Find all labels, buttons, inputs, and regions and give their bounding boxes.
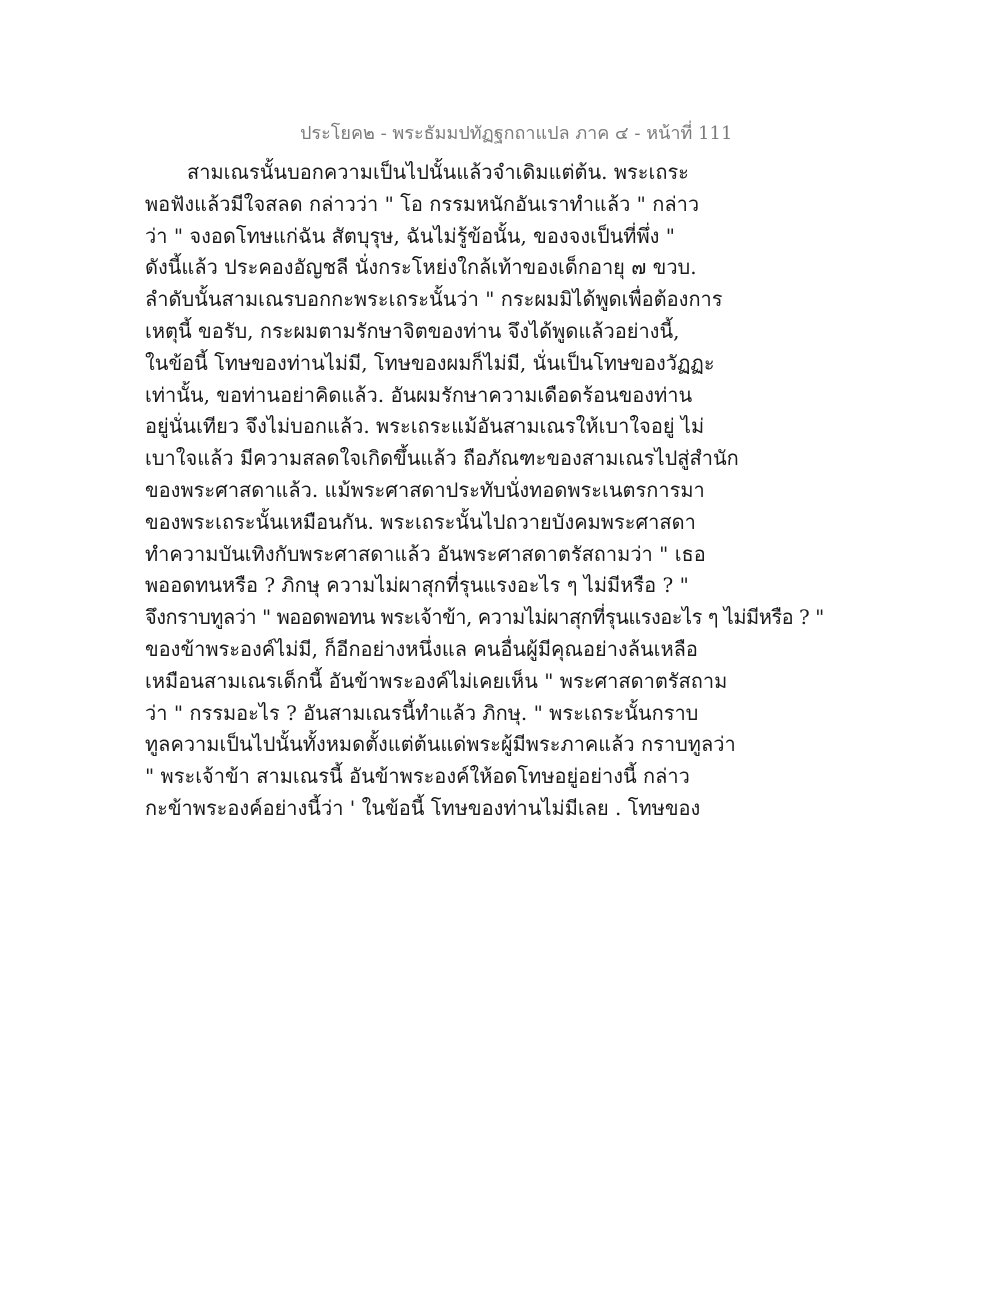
text-line: สามเณรนั้นบอกความเป็นไปนั้นแล้วจำเดิมแต่ต้น. พระเถระ	[187, 160, 689, 184]
text-line: เหมือนสามเณรเด็กนี้ อันข้าพระองค์ไม่เคยเห็น " พระศาสดาตรัสถาม	[145, 668, 728, 693]
text-line: ในข้อนี้ โทษของท่านไม่มี, โทษของผมก็ไม่มี, นั่นเป็นโทษของวัฏฏะ	[145, 350, 715, 375]
text-line: ว่า " จงอดโทษแก่ฉัน สัตบุรุษ, ฉันไม่รู้ข้อนั้น, ของจงเป็นที่พึ่ง "	[145, 223, 675, 248]
text-line: เบาใจแล้ว มีความสลดใจเกิดขึ้นแล้ว ถือภัณฑะของสามเณรไปสู่สำนัก	[145, 446, 739, 471]
text-line: กะข้าพระองค์อย่างนี้ว่า ' ในข้อนี้ โทษของท่านไม่มีเลย . โทษของ	[145, 795, 701, 820]
text-line: เท่านั้น, ขอท่านอย่าคิดแล้ว. อันผมรักษาความเดือดร้อนของท่าน	[145, 382, 693, 407]
text-line: เหตุนี้ ขอรับ, กระผมตามรักษาจิตของท่าน จึงได้พูดแล้วอย่างนี้,	[145, 318, 680, 343]
body-text	[145, 157, 845, 825]
text-line: ทูลความเป็นไปนั้นทั้งหมดตั้งแต่ต้นแด่พระผู้มีพระภาคแล้ว กราบทูลว่า	[145, 732, 736, 757]
text-line: ของพระศาสดาแล้ว. แม้พระศาสดาประทับนั่งทอดพระเนตรการมา	[145, 477, 705, 502]
text-line: ลำดับนั้นสามเณรบอกกะพระเถระนั้นว่า " กระผมมิได้พูดเพื่อต้องการ	[145, 287, 723, 312]
text-line: พออดทนหรือ ? ภิกษุ ความไม่ผาสุกที่รุนแรงอะไร ๆ ไม่มีหรือ ? "	[145, 573, 689, 598]
text-line: ของข้าพระองค์ไม่มี, ก็อีกอย่างหนึ่งแล คนอื่นผู้มีคุณอย่างล้นเหลือ	[145, 636, 698, 661]
text-line: " พระเจ้าข้า สามเณรนี้ อันข้าพระองค์ให้อดโทษอยู่อย่างนี้ กล่าว	[145, 764, 690, 789]
text-line: ดังนี้แล้ว ประคองอัญชลี นั่งกระโหย่งใกล้เท้าของเด็กอายุ ๗ ขวบ.	[145, 255, 697, 280]
text-line: ทำความบันเทิงกับพระศาสดาแล้ว อันพระศาสดาตรัสถามว่า " เธอ	[145, 541, 706, 566]
text-line: พอฟังแล้วมีใจสลด กล่าวว่า " โอ กรรมหนักอันเราทำแล้ว " กล่าว	[145, 191, 700, 216]
running-header: ประโยค๒ - พระธัมมปทัฏฐกถาแปล ภาค ๔ - หน้าที่ 111	[300, 123, 733, 144]
text-line: ของพระเถระนั้นเหมือนกัน. พระเถระนั้นไปถวายบังคมพระศาสดา	[145, 509, 696, 534]
text-line: จึงกราบทูลว่า " พออดพอทน พระเจ้าข้า, ความไม่ผาสุกที่รุนแรงอะไร ๆ ไม่มีหรือ ? "	[145, 605, 824, 630]
text-line: ว่า " กรรมอะไร ? อันสามเณรนี้ทำแล้ว ภิกษุ. " พระเถระนั้นกราบ	[145, 700, 699, 725]
text-line: อยู่นั่นเทียว จึงไม่บอกแล้ว. พระเถระแม้อันสามเณรให้เบาใจอยู่ ไม่	[145, 414, 705, 439]
